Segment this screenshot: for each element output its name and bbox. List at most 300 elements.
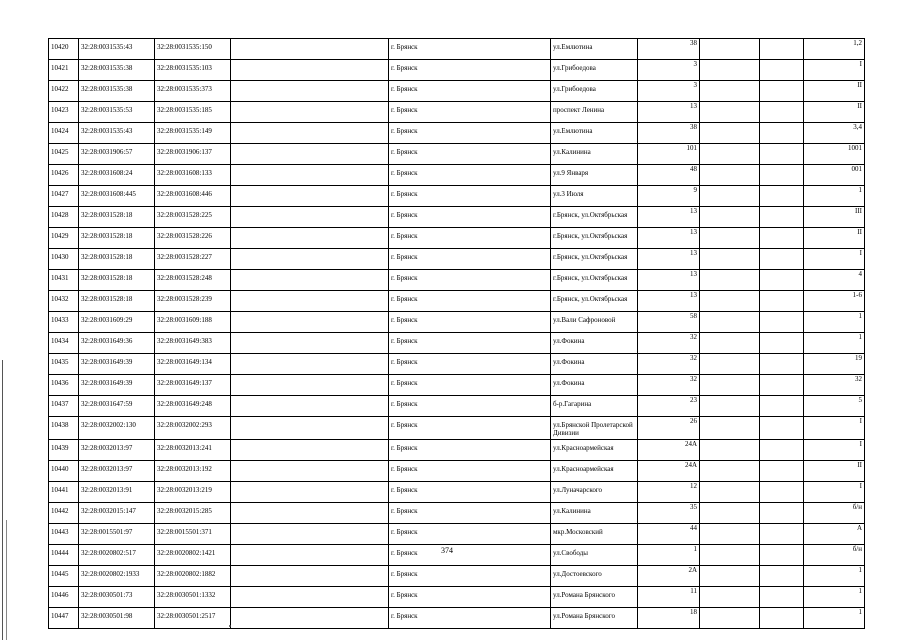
empty-cell: [231, 102, 389, 123]
scan-margin-line: [2, 360, 3, 640]
street-cell: ул.Фокина: [551, 333, 638, 354]
street-cell: ул.Красноармейская: [551, 440, 638, 461]
house-number-cell: 32: [638, 333, 700, 354]
empty-cell: [231, 375, 389, 396]
street-cell: ул.Романа Брянского: [551, 587, 638, 608]
street-cell: ул.3 Июля: [551, 186, 638, 207]
table-row: [49, 440, 865, 461]
empty-cell: [231, 417, 389, 440]
table-body: [49, 39, 865, 629]
object-cadastral-number-cell: 32:28:0031535:149: [155, 123, 231, 144]
empty-cell: [700, 102, 760, 123]
house-number-cell: 9: [638, 186, 700, 207]
table-row: [49, 249, 865, 270]
street-cell: ул.Достоевского: [551, 566, 638, 587]
land-cadastral-number-cell: 32:28:0031528:18: [79, 207, 155, 228]
table-row: [49, 270, 865, 291]
house-number-cell: 11: [638, 587, 700, 608]
empty-cell: [700, 291, 760, 312]
row-number-cell: 10437: [49, 396, 79, 417]
house-number-cell: 23: [638, 396, 700, 417]
object-cadastral-number-cell: 32:28:0031649:137: [155, 375, 231, 396]
object-cadastral-number-cell: 32:28:0032002:293: [155, 417, 231, 440]
empty-cell: [231, 39, 389, 60]
object-cadastral-number-cell: 32:28:0031535:185: [155, 102, 231, 123]
house-number-cell: 18: [638, 608, 700, 629]
premises-number-cell: III: [804, 207, 865, 228]
empty-cell: [231, 207, 389, 228]
empty-cell: [760, 396, 804, 417]
object-cadastral-number-cell: 32:28:0031535:373: [155, 81, 231, 102]
empty-cell: [760, 39, 804, 60]
city-cell: г. Брянск: [389, 165, 551, 186]
table-row: [49, 375, 865, 396]
house-number-cell: 38: [638, 123, 700, 144]
empty-cell: [231, 312, 389, 333]
empty-cell: [700, 165, 760, 186]
city-cell: г. Брянск: [389, 482, 551, 503]
empty-cell: [760, 524, 804, 545]
table-row: [49, 566, 865, 587]
object-cadastral-number-cell: 32:28:0031528:227: [155, 249, 231, 270]
land-cadastral-number-cell: 32:28:0031608:24: [79, 165, 155, 186]
table-row: [49, 545, 865, 566]
empty-cell: [760, 165, 804, 186]
scan-margin-line: [6, 520, 7, 640]
empty-cell: [760, 60, 804, 81]
empty-cell: [700, 482, 760, 503]
empty-cell: [760, 207, 804, 228]
street-cell: ул.Брянской Пролетарской Дивизии: [551, 417, 638, 440]
empty-cell: [760, 503, 804, 524]
house-number-cell: 12: [638, 482, 700, 503]
street-cell: ул.Калинина: [551, 144, 638, 165]
table-row: [49, 81, 865, 102]
row-number-cell: 10446: [49, 587, 79, 608]
land-cadastral-number-cell: 32:28:0020802:1933: [79, 566, 155, 587]
land-cadastral-number-cell: 32:28:0031528:18: [79, 291, 155, 312]
empty-cell: [700, 39, 760, 60]
row-number-cell: 10444: [49, 545, 79, 566]
city-cell: г. Брянск: [389, 207, 551, 228]
premises-number-cell: б/н: [804, 545, 865, 566]
object-cadastral-number-cell: 32:28:0032015:285: [155, 503, 231, 524]
land-cadastral-number-cell: 32:28:0030501:73: [79, 587, 155, 608]
empty-cell: [760, 186, 804, 207]
city-cell: г. Брянск: [389, 524, 551, 545]
house-number-cell: 48: [638, 165, 700, 186]
street-cell: ул.Емлютина: [551, 123, 638, 144]
house-number-cell: 26: [638, 417, 700, 440]
object-cadastral-number-cell: 32:28:0020802:1421: [155, 545, 231, 566]
land-cadastral-number-cell: 32:28:0020802:517: [79, 545, 155, 566]
row-number-cell: 10434: [49, 333, 79, 354]
row-number-cell: 10429: [49, 228, 79, 249]
empty-cell: [231, 60, 389, 81]
city-cell: г. Брянск: [389, 39, 551, 60]
row-number-cell: 10431: [49, 270, 79, 291]
empty-cell: [760, 291, 804, 312]
empty-cell: [231, 270, 389, 291]
empty-cell: [231, 440, 389, 461]
row-number-cell: 10423: [49, 102, 79, 123]
empty-cell: [700, 123, 760, 144]
land-cadastral-number-cell: 32:28:0031535:43: [79, 39, 155, 60]
city-cell: г. Брянск: [389, 249, 551, 270]
empty-cell: [760, 587, 804, 608]
empty-cell: [700, 228, 760, 249]
premises-number-cell: б/н: [804, 503, 865, 524]
premises-number-cell: 5: [804, 396, 865, 417]
row-number-cell: 10445: [49, 566, 79, 587]
house-number-cell: 1: [638, 545, 700, 566]
premises-number-cell: I: [804, 417, 865, 440]
house-number-cell: 13: [638, 270, 700, 291]
land-cadastral-number-cell: 32:28:0031649:39: [79, 354, 155, 375]
empty-cell: [700, 207, 760, 228]
empty-cell: [700, 566, 760, 587]
empty-cell: [700, 270, 760, 291]
empty-cell: [700, 354, 760, 375]
street-cell: ул.Вали Сафроновой: [551, 312, 638, 333]
land-cadastral-number-cell: 32:28:0031528:18: [79, 270, 155, 291]
city-cell: г. Брянск: [389, 102, 551, 123]
row-number-cell: 10422: [49, 81, 79, 102]
street-cell: г.Брянск, ул.Октябрьская: [551, 249, 638, 270]
premises-number-cell: II: [804, 461, 865, 482]
empty-cell: [231, 291, 389, 312]
table-row: [49, 312, 865, 333]
house-number-cell: 58: [638, 312, 700, 333]
empty-cell: [231, 461, 389, 482]
row-number-cell: 10440: [49, 461, 79, 482]
table-row: [49, 39, 865, 60]
street-cell: ул.Калинина: [551, 503, 638, 524]
empty-cell: [760, 417, 804, 440]
city-cell: г. Брянск: [389, 144, 551, 165]
table-row: [49, 587, 865, 608]
premises-number-cell: 1: [804, 566, 865, 587]
house-number-cell: 13: [638, 249, 700, 270]
object-cadastral-number-cell: 32:28:0031906:137: [155, 144, 231, 165]
land-cadastral-number-cell: 32:28:0031535:53: [79, 102, 155, 123]
row-number-cell: 10424: [49, 123, 79, 144]
object-cadastral-number-cell: 32:28:0031608:133: [155, 165, 231, 186]
land-cadastral-number-cell: 32:28:0031649:36: [79, 333, 155, 354]
city-cell: г. Брянск: [389, 417, 551, 440]
empty-cell: [760, 312, 804, 333]
land-cadastral-number-cell: 32:28:0031649:39: [79, 375, 155, 396]
street-cell: ул.Свободы: [551, 545, 638, 566]
row-number-cell: 10425: [49, 144, 79, 165]
empty-cell: [760, 249, 804, 270]
premises-number-cell: I: [804, 440, 865, 461]
land-cadastral-number-cell: 32:28:0031535:38: [79, 81, 155, 102]
land-cadastral-number-cell: 32:28:0032013:91: [79, 482, 155, 503]
street-cell: проспект Ленина: [551, 102, 638, 123]
empty-cell: [760, 440, 804, 461]
empty-cell: [700, 503, 760, 524]
table-row: [49, 503, 865, 524]
premises-number-cell: 1: [804, 186, 865, 207]
empty-cell: [231, 482, 389, 503]
premises-number-cell: II: [804, 228, 865, 249]
street-cell: ул.Луначарского: [551, 482, 638, 503]
row-number-cell: 10421: [49, 60, 79, 81]
city-cell: г. Брянск: [389, 312, 551, 333]
city-cell: г. Брянск: [389, 396, 551, 417]
city-cell: г. Брянск: [389, 566, 551, 587]
empty-cell: [760, 333, 804, 354]
table-row: [49, 291, 865, 312]
empty-cell: [700, 186, 760, 207]
empty-cell: [231, 333, 389, 354]
table-row: [49, 524, 865, 545]
premises-number-cell: 3,4: [804, 123, 865, 144]
house-number-cell: 13: [638, 291, 700, 312]
premises-number-cell: 4: [804, 270, 865, 291]
table-row: [49, 608, 865, 629]
premises-number-cell: I: [804, 482, 865, 503]
city-cell: г. Брянск: [389, 60, 551, 81]
table-row: [49, 354, 865, 375]
empty-cell: [231, 165, 389, 186]
object-cadastral-number-cell: 32:28:0031528:226: [155, 228, 231, 249]
city-cell: г. Брянск: [389, 186, 551, 207]
land-cadastral-number-cell: 32:28:0032013:97: [79, 461, 155, 482]
land-cadastral-number-cell: 32:28:0031528:18: [79, 228, 155, 249]
empty-cell: [760, 81, 804, 102]
empty-cell: [760, 354, 804, 375]
empty-cell: [760, 270, 804, 291]
empty-cell: [700, 608, 760, 629]
empty-cell: [700, 333, 760, 354]
premises-number-cell: 1-6: [804, 291, 865, 312]
street-cell: ул.Романа Брянского: [551, 608, 638, 629]
premises-number-cell: I: [804, 249, 865, 270]
premises-number-cell: 32: [804, 375, 865, 396]
empty-cell: [760, 608, 804, 629]
empty-cell: [231, 249, 389, 270]
house-number-cell: 35: [638, 503, 700, 524]
city-cell: г. Брянск: [389, 333, 551, 354]
row-number-cell: 10442: [49, 503, 79, 524]
premises-number-cell: I: [804, 60, 865, 81]
table-row: [49, 186, 865, 207]
empty-cell: [700, 587, 760, 608]
street-cell: ул.Емлютина: [551, 39, 638, 60]
table-row: [49, 461, 865, 482]
empty-cell: [231, 186, 389, 207]
house-number-cell: 101: [638, 144, 700, 165]
premises-number-cell: А: [804, 524, 865, 545]
house-number-cell: 24А: [638, 440, 700, 461]
empty-cell: [231, 545, 389, 566]
table-row: [49, 123, 865, 144]
city-cell: г. Брянск: [389, 503, 551, 524]
row-number-cell: 10427: [49, 186, 79, 207]
table-row: [49, 165, 865, 186]
table-row: [49, 102, 865, 123]
row-number-cell: 10433: [49, 312, 79, 333]
empty-cell: [231, 608, 389, 629]
object-cadastral-number-cell: 32:28:0031649:383: [155, 333, 231, 354]
object-cadastral-number-cell: 32:28:0031528:225: [155, 207, 231, 228]
premises-number-cell: 1: [804, 312, 865, 333]
table-row: [49, 228, 865, 249]
empty-cell: [760, 123, 804, 144]
street-cell: ул.Грибоедова: [551, 60, 638, 81]
street-cell: мкр.Московский: [551, 524, 638, 545]
object-cadastral-number-cell: 32:28:0031649:134: [155, 354, 231, 375]
house-number-cell: 44: [638, 524, 700, 545]
table-row: [49, 333, 865, 354]
empty-cell: [760, 482, 804, 503]
object-cadastral-number-cell: 32:28:0031528:248: [155, 270, 231, 291]
table-row: [49, 417, 865, 440]
street-cell: б-р.Гагарина: [551, 396, 638, 417]
premises-number-cell: 001: [804, 165, 865, 186]
city-cell: г. Брянск: [389, 375, 551, 396]
premises-number-cell: 1: [804, 333, 865, 354]
object-cadastral-number-cell: 32:28:0031535:150: [155, 39, 231, 60]
empty-cell: [700, 60, 760, 81]
land-cadastral-number-cell: 32:28:0032013:97: [79, 440, 155, 461]
object-cadastral-number-cell: 32:28:0030501:2517: [155, 608, 231, 629]
street-cell: ул.Грибоедова: [551, 81, 638, 102]
row-number-cell: 10436: [49, 375, 79, 396]
row-number-cell: 10447: [49, 608, 79, 629]
house-number-cell: 24А: [638, 461, 700, 482]
city-cell: г. Брянск: [389, 228, 551, 249]
house-number-cell: 13: [638, 228, 700, 249]
table-row: [49, 482, 865, 503]
land-cadastral-number-cell: 32:28:0031647:59: [79, 396, 155, 417]
empty-cell: [760, 566, 804, 587]
land-cadastral-number-cell: 32:28:0032015:147: [79, 503, 155, 524]
land-cadastral-number-cell: 32:28:0031608:445: [79, 186, 155, 207]
row-number-cell: 10443: [49, 524, 79, 545]
empty-cell: [700, 461, 760, 482]
house-number-cell: 13: [638, 207, 700, 228]
empty-cell: [231, 566, 389, 587]
street-cell: г.Брянск, ул.Октябрьская: [551, 291, 638, 312]
object-cadastral-number-cell: 32:28:0015501:371: [155, 524, 231, 545]
empty-cell: [700, 396, 760, 417]
object-cadastral-number-cell: 32:28:0020802:1882: [155, 566, 231, 587]
empty-cell: [231, 81, 389, 102]
empty-cell: [231, 396, 389, 417]
city-cell: г. Брянск: [389, 291, 551, 312]
row-number-cell: 10432: [49, 291, 79, 312]
empty-cell: [760, 228, 804, 249]
street-cell: ул.Красноармейская: [551, 461, 638, 482]
object-cadastral-number-cell: 32:28:0031535:103: [155, 60, 231, 81]
row-number-cell: 10441: [49, 482, 79, 503]
row-number-cell: 10430: [49, 249, 79, 270]
empty-cell: [231, 123, 389, 144]
land-cadastral-number-cell: 32:28:0031906:57: [79, 144, 155, 165]
object-cadastral-number-cell: 32:28:0031649:248: [155, 396, 231, 417]
premises-number-cell: 19: [804, 354, 865, 375]
object-cadastral-number-cell: 32:28:0031608:446: [155, 186, 231, 207]
empty-cell: [760, 461, 804, 482]
house-number-cell: 2А: [638, 566, 700, 587]
empty-cell: [700, 249, 760, 270]
city-cell: г. Брянск: [389, 545, 551, 566]
row-number-cell: 10435: [49, 354, 79, 375]
empty-cell: [700, 312, 760, 333]
city-cell: г. Брянск: [389, 440, 551, 461]
city-cell: г. Брянск: [389, 608, 551, 629]
table-row: [49, 60, 865, 81]
empty-cell: [760, 545, 804, 566]
row-number-cell: 10420: [49, 39, 79, 60]
house-number-cell: 3: [638, 60, 700, 81]
empty-cell: [700, 440, 760, 461]
land-cadastral-number-cell: 32:28:0031535:43: [79, 123, 155, 144]
premises-number-cell: 1001: [804, 144, 865, 165]
city-cell: г. Брянск: [389, 354, 551, 375]
land-cadastral-number-cell: 32:28:0031535:38: [79, 60, 155, 81]
empty-cell: [700, 81, 760, 102]
premises-number-cell: II: [804, 102, 865, 123]
house-number-cell: 38: [638, 39, 700, 60]
empty-cell: [760, 375, 804, 396]
empty-cell: [760, 144, 804, 165]
street-cell: ул.9 Января: [551, 165, 638, 186]
house-number-cell: 13: [638, 102, 700, 123]
row-number-cell: 10428: [49, 207, 79, 228]
premises-number-cell: II: [804, 81, 865, 102]
premises-number-cell: 1: [804, 608, 865, 629]
land-cadastral-number-cell: 32:28:0030501:98: [79, 608, 155, 629]
city-cell: г. Брянск: [389, 81, 551, 102]
empty-cell: [700, 545, 760, 566]
house-number-cell: 32: [638, 375, 700, 396]
empty-cell: [760, 102, 804, 123]
row-number-cell: 10439: [49, 440, 79, 461]
object-cadastral-number-cell: 32:28:0031609:188: [155, 312, 231, 333]
empty-cell: [700, 417, 760, 440]
empty-cell: [231, 524, 389, 545]
table-row: [49, 207, 865, 228]
street-cell: г.Брянск, ул.Октябрьская: [551, 270, 638, 291]
land-cadastral-number-cell: 32:28:0032002:130: [79, 417, 155, 440]
empty-cell: [231, 228, 389, 249]
property-registry-table: [48, 38, 865, 629]
city-cell: г. Брянск: [389, 123, 551, 144]
row-number-cell: 10426: [49, 165, 79, 186]
land-cadastral-number-cell: 32:28:0031609:29: [79, 312, 155, 333]
empty-cell: [700, 524, 760, 545]
empty-cell: [700, 144, 760, 165]
empty-cell: [231, 144, 389, 165]
empty-cell: [231, 354, 389, 375]
empty-cell: [700, 375, 760, 396]
object-cadastral-number-cell: 32:28:0032013:241: [155, 440, 231, 461]
object-cadastral-number-cell: 32:28:0030501:1332: [155, 587, 231, 608]
table-row: [49, 144, 865, 165]
empty-cell: [231, 587, 389, 608]
street-cell: г.Брянск, ул.Октябрьская: [551, 207, 638, 228]
premises-number-cell: 1,2: [804, 39, 865, 60]
street-cell: ул.Фокина: [551, 375, 638, 396]
empty-cell: [231, 503, 389, 524]
scan-speck: [229, 625, 231, 627]
city-cell: г. Брянск: [389, 270, 551, 291]
row-number-cell: 10438: [49, 417, 79, 440]
